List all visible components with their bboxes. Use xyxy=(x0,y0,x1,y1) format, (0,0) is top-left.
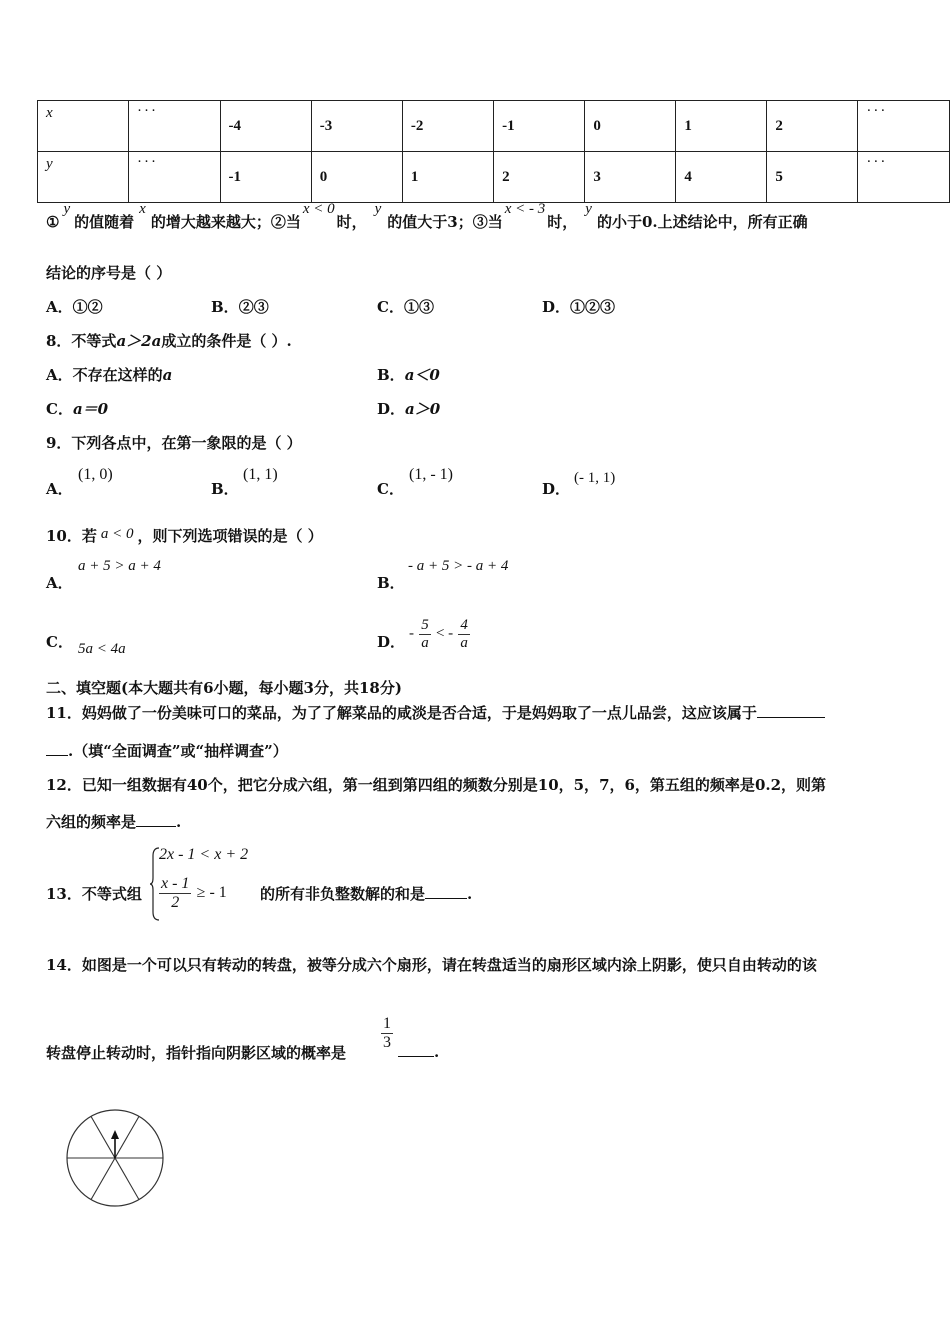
q10-stem xyxy=(46,525,323,546)
table-cell: ··· xyxy=(858,152,950,203)
q14-fraction xyxy=(381,1015,393,1051)
fraction xyxy=(159,875,191,911)
table-cell: 2 xyxy=(494,152,585,203)
option-label: B． xyxy=(211,480,239,498)
q10-text: ，则下列选项错误的是（ ） xyxy=(137,527,323,545)
q14-line2 xyxy=(46,1042,346,1063)
q8-math: a＞2a xyxy=(116,332,162,350)
fraction-denominator: 2 xyxy=(171,893,180,911)
q13-inequality-2 xyxy=(159,875,227,911)
q12-line1: 12．已知一组数据有40个，把它分成六组，第一组到第四组的频数分别是10，5，7，6，第五组的频率是0.2，则第 xyxy=(46,776,827,794)
q7-text: ① xyxy=(46,213,60,231)
q7-text: 的小于0.上述结论中，所有正确 xyxy=(596,213,808,231)
option-label: D． xyxy=(542,298,571,316)
q9-option-b xyxy=(211,478,239,499)
q7-text: 的增大越来越大；②当 xyxy=(150,213,301,231)
q10-option-d: D． xyxy=(377,633,406,651)
fraction-denominator: 3 xyxy=(383,1033,391,1051)
option-label: D． xyxy=(377,400,406,418)
q10-option-c-math: 5a < 4a xyxy=(78,641,126,657)
q10-math: a < 0 xyxy=(100,526,134,542)
math-relation: < - xyxy=(435,625,454,642)
math-relation: ≥ - 1 xyxy=(196,884,227,902)
q13-stem: 13．不等式组 xyxy=(46,885,142,903)
option-label: D． xyxy=(542,480,571,498)
option-text: ②③ xyxy=(238,298,269,316)
table-cell: 1 xyxy=(402,152,493,203)
q10-option-a: A． xyxy=(46,574,73,592)
table-header-y: y xyxy=(38,152,129,203)
option-math: a＜0 xyxy=(404,366,440,384)
q9-option-a-math: (1, 0) xyxy=(78,466,113,483)
q7-option-d xyxy=(542,296,615,317)
math-sign: - xyxy=(409,625,414,642)
q13-text: . xyxy=(467,885,473,903)
answer-blank xyxy=(136,812,176,827)
option-label: C． xyxy=(377,298,404,316)
table-cell: -3 xyxy=(311,101,402,152)
fraction xyxy=(458,617,470,651)
q12-text: . xyxy=(176,813,182,831)
q10-option-c: C． xyxy=(46,633,73,651)
fraction-denominator: a xyxy=(460,634,468,651)
section-title: 二、填空题(本大题共有6小题，每小题3分，共18分) xyxy=(46,679,402,697)
option-label: B． xyxy=(377,366,405,384)
fraction-numerator: 5 xyxy=(421,617,429,633)
q10-option-b-math: - a + 5 > - a + 4 xyxy=(408,558,509,574)
table-cell: -1 xyxy=(220,152,311,203)
option-label: C． xyxy=(46,400,73,418)
option-text: ①③ xyxy=(403,298,434,316)
answer-blank xyxy=(46,741,68,756)
q14-text: 转盘停止转动时，指针指向阴影区域的概率是 xyxy=(46,1044,347,1062)
option-label: B． xyxy=(211,298,239,316)
q8-option-c xyxy=(46,398,108,419)
table-cell: 0 xyxy=(311,152,402,203)
q7-line2: 结论的序号是（ ） xyxy=(46,264,172,282)
table-row xyxy=(38,101,950,152)
q8-option-a xyxy=(46,364,172,385)
q9-option-d-math: (- 1, 1) xyxy=(574,470,616,486)
table-cell: ··· xyxy=(858,101,950,152)
q7-math: x < 0 xyxy=(302,201,335,217)
q7-text: 时， xyxy=(336,213,367,231)
q9-option-b-math: (1, 1) xyxy=(243,466,278,483)
table-cell: ··· xyxy=(128,101,220,152)
option-label: A． xyxy=(46,480,73,498)
table-cell: 4 xyxy=(676,152,767,203)
table-cell: 1 xyxy=(676,101,767,152)
fraction-numerator: 4 xyxy=(460,617,468,633)
table-row xyxy=(38,152,950,203)
option-label: A． xyxy=(46,298,73,316)
option-label: C． xyxy=(377,480,404,498)
option-math: a＝0 xyxy=(72,400,109,418)
option-text: 不存在这样的 xyxy=(72,366,163,384)
q7-text: 的值随着 xyxy=(74,213,135,231)
q14-blank xyxy=(398,1042,439,1061)
q7-math: y xyxy=(585,201,592,217)
q11-text: .（填“全面调查”或“抽样调查”） xyxy=(68,742,288,760)
q8-text: 8．不等式 xyxy=(46,332,117,350)
option-text: ①②③ xyxy=(570,298,616,316)
q7-text: 时， xyxy=(547,213,578,231)
table-header-x: x xyxy=(38,101,129,152)
option-math: a xyxy=(162,366,173,384)
q10-text: 10．若 xyxy=(46,527,97,545)
xy-table xyxy=(37,100,950,203)
table-cell: ··· xyxy=(128,152,220,203)
table-cell: 3 xyxy=(585,152,676,203)
q7-option-a xyxy=(46,296,103,317)
q7-option-b xyxy=(211,296,269,317)
option-math: a＞0 xyxy=(405,400,441,418)
q12-line2 xyxy=(46,811,181,832)
q7-math: x xyxy=(139,201,146,217)
q9-option-c xyxy=(377,478,404,499)
q9-stem: 9．下列各点中，在第一象限的是（ ） xyxy=(46,434,302,452)
q8-option-b xyxy=(377,364,440,385)
q11-text: 11．妈妈做了一份美味可口的菜品，为了了解菜品的咸淡是否合适，于是妈妈取了一点儿品尝，这应该属于 xyxy=(46,704,757,722)
answer-blank xyxy=(757,703,825,718)
q14-text: . xyxy=(434,1043,440,1061)
table-cell: 0 xyxy=(585,101,676,152)
table-cell: 5 xyxy=(767,152,858,203)
spinner-wheel-figure xyxy=(60,1105,170,1211)
table-cell: -1 xyxy=(494,101,585,152)
q8-text: 成立的条件是（ ）. xyxy=(161,332,292,350)
q9-option-c-math: (1, - 1) xyxy=(409,466,453,483)
q8-stem xyxy=(46,330,292,351)
q7-math: y xyxy=(374,201,382,217)
q14-line1: 14．如图是一个可以只有转动的转盘，被等分成六个扇形，请在转盘适当的扇形区域内涂上阴影，使只自由转动的该 xyxy=(46,956,817,974)
q13-text: 的所有非负整数解的和是 xyxy=(260,885,426,903)
q8-option-d xyxy=(377,398,440,419)
fraction-numerator: x - 1 xyxy=(161,875,190,892)
q7-line1 xyxy=(46,201,808,232)
q10-option-b: B． xyxy=(377,574,405,592)
option-label: A． xyxy=(46,366,73,384)
table-cell: -2 xyxy=(402,101,493,152)
q10-option-a-math: a + 5 > a + 4 xyxy=(78,558,161,574)
q7-math: y xyxy=(63,201,71,217)
q7-text: 的值大于3；③当 xyxy=(387,213,503,231)
answer-blank xyxy=(398,1042,434,1057)
answer-blank xyxy=(425,884,467,899)
fraction xyxy=(419,617,431,651)
table-cell: 2 xyxy=(767,101,858,152)
q9-option-d xyxy=(542,478,570,499)
q10-option-d-math xyxy=(409,617,470,651)
q11-line1 xyxy=(46,702,825,723)
table-cell: -4 xyxy=(220,101,311,152)
q12-text: 六组的频率是 xyxy=(46,813,137,831)
q7-option-c xyxy=(377,296,434,317)
fraction-numerator: 1 xyxy=(383,1015,391,1032)
q9-option-a xyxy=(46,478,73,499)
q11-line2 xyxy=(46,740,288,761)
q13-post xyxy=(260,883,472,904)
q7-math: x < - 3 xyxy=(504,201,546,217)
option-text: ①② xyxy=(72,298,103,316)
fraction-denominator: a xyxy=(421,634,429,651)
q13-inequality-1: 2x - 1 < x + 2 xyxy=(159,846,249,863)
